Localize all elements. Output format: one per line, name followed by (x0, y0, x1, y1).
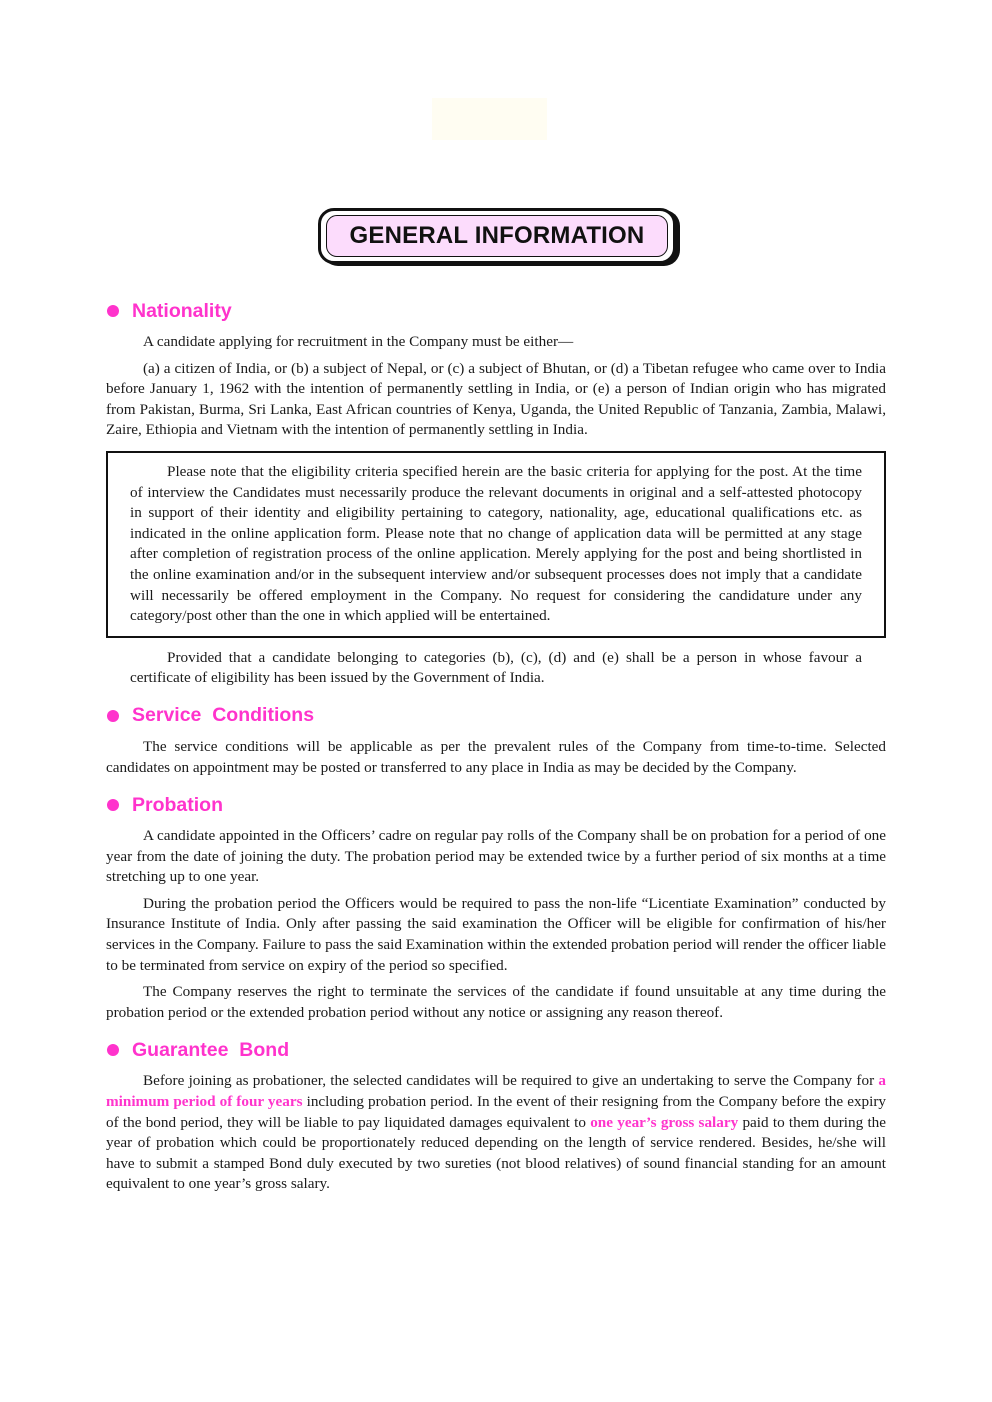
heading-text: Probation (132, 793, 223, 816)
bond-text-part-3: paid to them during the year of probation which could be proportionately reduced depending on the length of service rendered. Besides, he/she will have to submit a stamped Bond duly executed by two sureties (not blood relatives) of sound financial standing for an amount equivalent to one year’s gross salary. (106, 1113, 887, 1193)
heading-text: Service Conditions (132, 704, 315, 727)
eligibility-notice-text: Please note that the eligibility criteria specified herein are the basic criteria for applying for the post. At the time of interview the Candidates must necessarily produce the relevant documents in original and a self-attested photocopy in support of their identity and eligibility pertaining to category, nationality, age, educational qualifications etc. as indicated in the online application form. Please note that no change of application data will be permitted at any stage after completion of registration process of the online application. Merely applying for the post and being shortlisted in the online examination and/or in the subsequent interview and/or subsequent processes does not imply that a candidate will necessarily be offered employment in the Company. No request for considering the candidature under any category/post other than the one in which applied will be entertained. (130, 462, 862, 625)
heading-text: Guarantee Bond (132, 1038, 290, 1061)
section-heading-bond (106, 1037, 886, 1063)
bullet-icon (107, 799, 119, 811)
bullet-icon (107, 305, 119, 317)
bond-highlight-gross-salary: one year’s gross salary (590, 1113, 739, 1131)
bullet-icon (107, 1044, 119, 1056)
section-probation (106, 792, 886, 1023)
section-nationality (106, 298, 886, 689)
section-heading-service (106, 703, 886, 729)
probation-paragraph-3: The Company reserves the right to terminate the services of the candidate if found unsuitable at any time during the probation period or the extended probation period without any notice or assigning any reason thereof. (106, 983, 886, 1021)
probation-paragraph-2: During the probation period the Officers would be required to pass the non-life “Licentiate Examination” conducted by Insurance Institute of India. Only after passing the said examination the Officer will be eligible for confirmation of his/her services in the Company. Failure to pass the said Examination within the extended probation period will render the officer liable to be terminated from service on expiry of the period so specified. (106, 894, 886, 974)
document-body (106, 298, 886, 1209)
bond-paragraph (106, 1071, 886, 1195)
section-service-conditions (106, 703, 886, 778)
section-heading-probation (106, 792, 886, 818)
section-heading-nationality (106, 298, 886, 324)
heading-text: Nationality (132, 299, 232, 322)
page-title: GENERAL INFORMATION (326, 215, 668, 257)
bond-text-part-2: including probation period. In the event of their resigning from the Company before the expiry of the bond period, they will be liable to pay liquidated damages equivalent to (106, 1093, 887, 1131)
proviso-block (106, 648, 886, 689)
nationality-intro: A candidate applying for recruitment in the Company must be either— (143, 333, 574, 350)
probation-paragraph-1: A candidate appointed in the Officers’ cadre on regular pay rolls of the Company shall be on probation for a period of one year from the date of joining the duty. The probation period may be extended twice by a further period of six months at a time stretching up to one year. (106, 827, 886, 886)
section-guarantee-bond (106, 1037, 886, 1195)
bond-text-part-1: Before joining as probationer, the selected candidates will be required to give an undertaking to serve the Company for (143, 1072, 879, 1090)
title-frame (318, 208, 676, 264)
nationality-criteria: (a) a citizen of India, or (b) a subject of Nepal, or (c) a subject of Bhutan, or (d) a Tibetan refugee who came over to India before January 1, 1962 with the intention of permanently settling in India, or (e) a person of Indian origin who has migrated from Pakistan, Burma, Sri Lanka, East African countries of Kenya, Uganda, the United Republic of Tanzania, Zambia, Malawi, Zaire, Ethiopia and Vietnam with the intention of permanently settling in India. (106, 359, 886, 439)
faint-header-mark (432, 98, 547, 140)
eligibility-notice-box (106, 451, 886, 638)
bond-highlight-minimum-period: a minimum period of four years (106, 1072, 886, 1111)
bullet-icon (107, 710, 119, 722)
proviso-text: Provided that a candidate belonging to categories (b), (c), (d) and (e) shall be a person in whose favour a certificate of eligibility has been issued by the Government of India. (130, 648, 862, 687)
service-text: The service conditions will be applicable as per the prevalent rules of the Company from time-to-time. Selected candidates on appointment may be posted or transferred to any place in India as may be decided by the Company. (106, 737, 886, 776)
